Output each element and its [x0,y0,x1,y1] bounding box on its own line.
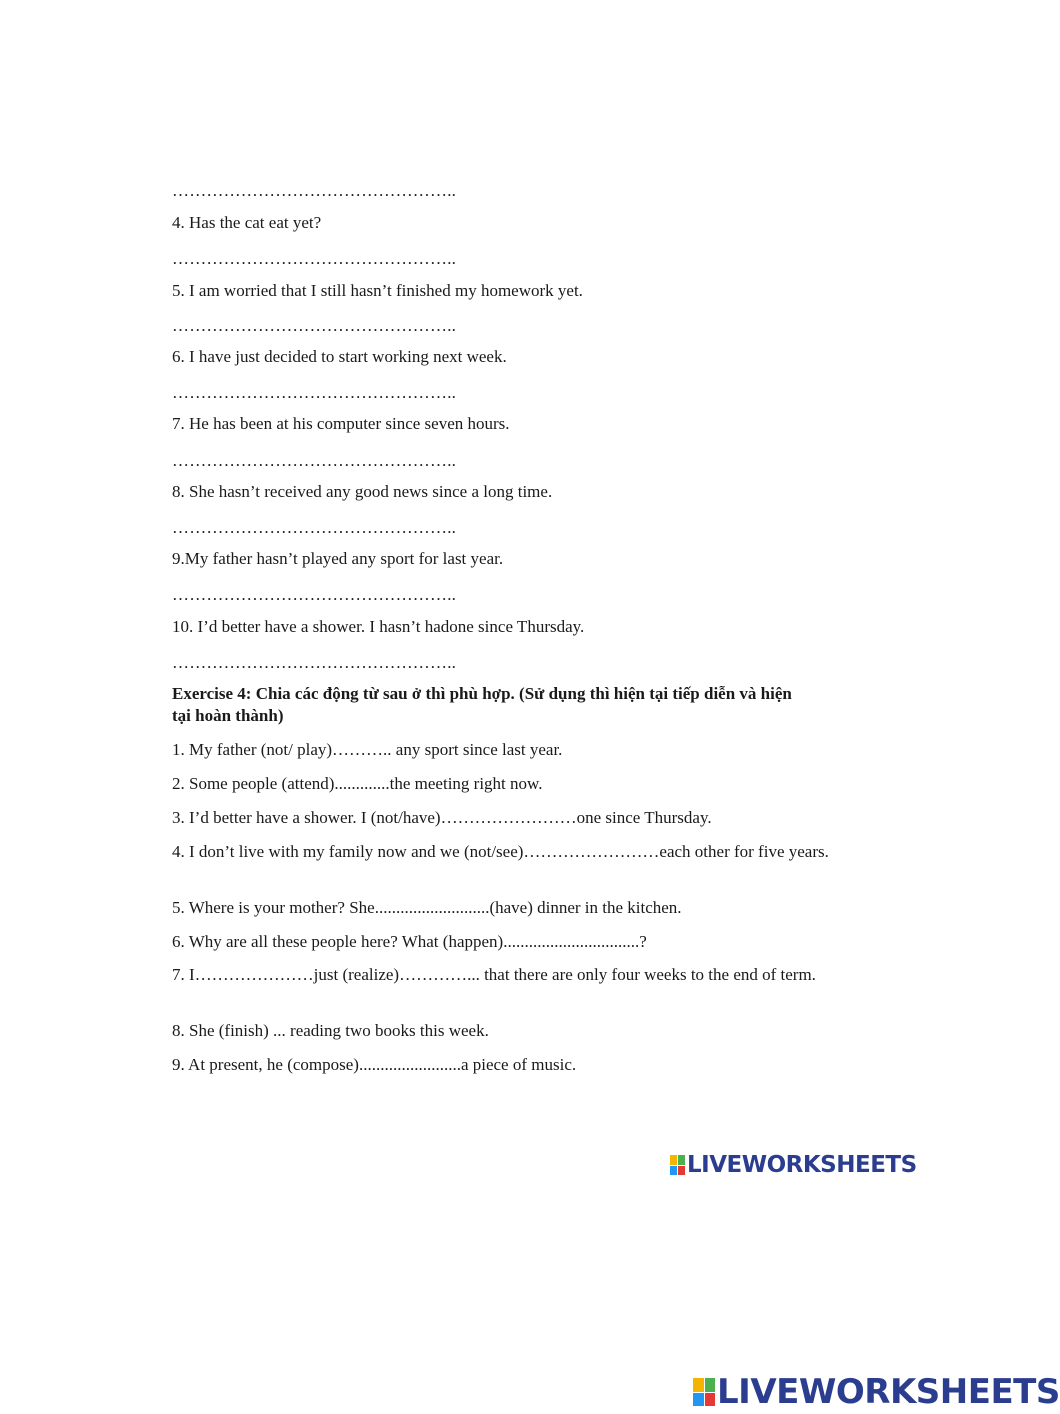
exercise3-item-10: 10. I’d better have a shower. I hasn’t hadone since Thursday. [172,617,585,636]
answer-line-9[interactable]: ………………………………………….. [172,585,457,604]
exercise4-item-1[interactable]: 1. My father (not/ play)……….. any sport since last year. [172,740,563,759]
exercise4-item-9[interactable]: 9. At present, he (compose)........................a piece of music. [172,1055,577,1074]
exercise4-item-2[interactable]: 2. Some people (attend).............the meeting right now. [172,774,543,793]
mark-square-1 [670,1155,677,1165]
exercise4-item-5[interactable]: 5. Where is your mother? She...........................(have) dinner in the kitchen. [172,898,682,917]
exercise3-item-9: 9.My father hasn’t played any sport for last year. [172,549,504,568]
mark-square-1 [693,1378,704,1392]
liveworksheets-footer-logo [693,1372,1060,1412]
answer-line-10[interactable]: ………………………………………….. [172,653,457,672]
mark-square-2 [705,1378,716,1392]
exercise3-item-8: 8. She hasn’t received any good news since a long time. [172,482,553,501]
answer-line-6[interactable]: ………………………………………….. [172,383,457,402]
exercise4-item-8[interactable]: 8. She (finish) ... reading two books this week. [172,1021,489,1040]
mark-square-3 [693,1393,704,1407]
liveworksheets-logo [670,1152,917,1178]
liveworksheets-mark-icon [693,1378,715,1406]
answer-line-4[interactable]: ………………………………………….. [172,249,457,268]
exercise4-item-3[interactable]: 3. I’d better have a shower. I (not/have)……………………one since Thursday. [172,808,712,827]
exercise4-heading: Exercise 4: Chia các động từ sau ở thì phù hợp. (Sử dụng thì hiện tại tiếp diễn và hiện tại hoàn thành) [172,684,792,725]
answer-line-8[interactable]: ………………………………………….. [172,518,457,537]
answer-line-7[interactable]: ………………………………………….. [172,451,457,470]
exercise3-item-5: 5. I am worried that I still hasn’t finished my homework yet. [172,281,583,300]
answer-line-5[interactable]: ………………………………………….. [172,316,457,335]
mark-square-4 [678,1166,685,1176]
exercise3-item-6: 6. I have just decided to start working next week. [172,347,507,366]
exercise4-item-6[interactable]: 6. Why are all these people here? What (happen)................................? [172,932,647,951]
mark-square-4 [705,1393,716,1407]
exercise4-item-4[interactable]: 4. I don’t live with my family now and we (not/see)……………………each other for five years. [172,842,829,861]
mark-square-3 [670,1166,677,1176]
exercise3-item-7: 7. He has been at his computer since seven hours. [172,414,510,433]
exercise4-item-7[interactable]: 7. I…………………just (realize)…………... that there are only four weeks to the end of term. [172,965,816,984]
mark-square-2 [678,1155,685,1165]
exercise3-item-4: 4. Has the cat eat yet? [172,213,322,232]
liveworksheets-wordmark: LIVEWORKSHEETS [687,1152,917,1178]
liveworksheets-wordmark: LIVEWORKSHEETS [717,1372,1060,1412]
liveworksheets-mark-icon [670,1155,685,1175]
answer-line-3[interactable]: ………………………………………….. [172,181,457,200]
